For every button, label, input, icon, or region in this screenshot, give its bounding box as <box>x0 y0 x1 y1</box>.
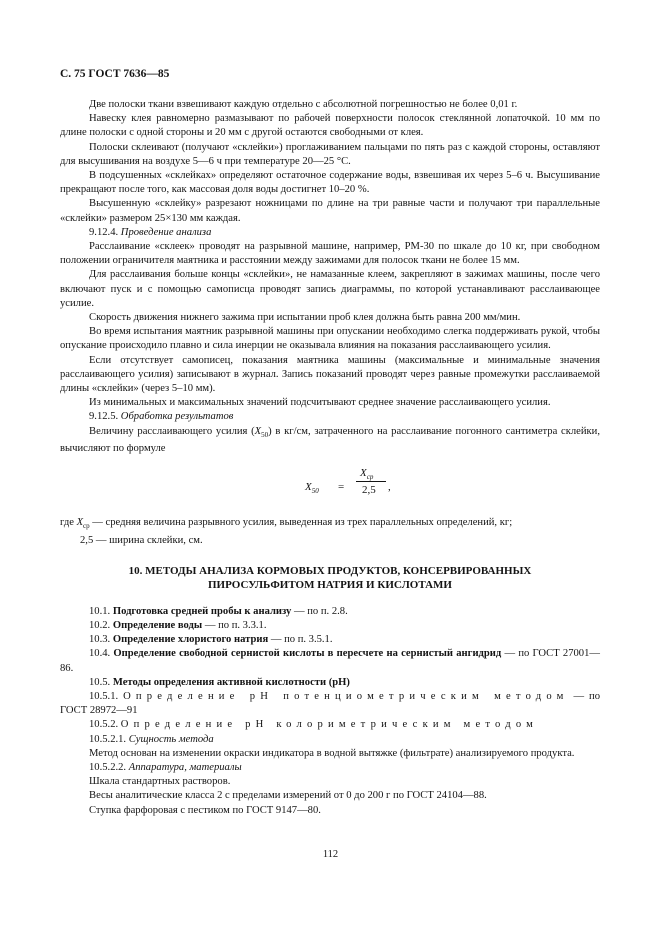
calc-text-post: ) в кг/см, затраченного на расслаивание погонного сантиметра склейки, вычисляют по формуле <box>60 425 600 454</box>
formula-numerator-symbol: X <box>360 467 367 480</box>
subsection-9-12-5 <box>60 410 600 424</box>
item-number: 10.5.2. <box>89 719 121 731</box>
subsection-number: 9.12.4. <box>89 226 119 238</box>
item-10-5-1 <box>60 690 600 718</box>
document-body <box>60 98 600 818</box>
paragraph-clamps: Для расслаивания больше концы «склейки», не намазанные клеем, закрепляют в зажимах машины, после чего включают пуск и с помощью самописца проводят запись диаграммы, по которой устанавливают расслаивающее усилие. <box>60 269 600 309</box>
item-number: 10.5.2.1. <box>89 733 129 745</box>
item-10-5-2-2 <box>60 761 600 775</box>
paragraph-drying: В подсушенных «склейках» определяют остаточное содержание воды, взвешивая их через 5–6 ч. Высушивание прекращают после того, как массовая доля воды достигнет 10–20 %. <box>60 170 600 196</box>
calc-text-pre: Величину расслаивающего усилия ( <box>89 425 255 437</box>
item-title: Определение pH потенциометрическим методом <box>123 690 569 702</box>
calc-symbol-subscript: 50 <box>261 430 269 439</box>
formula <box>60 464 600 510</box>
item-title: Методы определения активной кислотности (pH) <box>112 676 350 688</box>
item-reference: — по ГОСТ 28972—91 <box>60 690 600 717</box>
page-number: 112 <box>322 849 339 860</box>
where-pre: где <box>60 517 77 529</box>
paragraph-strips: Полоски склеивают (получают «склейки») проглаживанием пальцами по пять раз с каждой стороны, оставляют для высушивания на воздухе 5—6 ч при температуре 20—25 °С. <box>60 141 600 167</box>
paragraph-mean: Из минимальных и максимальных значений подсчитывают среднее значение расслаивающего усилия. <box>89 397 551 409</box>
item-number: 10.4. <box>89 648 114 660</box>
item-title: Определение воды <box>112 619 203 631</box>
item-reference: — по ГОСТ 27001—86. <box>60 648 600 674</box>
section-10-heading-line1: 10. МЕТОДЫ АНАЛИЗА КОРМОВЫХ ПРОДУКТОВ, КОНСЕРВИРОВАННЫХ <box>128 564 532 577</box>
item-10-5-2-1 <box>60 733 600 747</box>
formula-comma: , <box>388 481 391 494</box>
item-number: 10.5. <box>89 676 113 688</box>
formula-equals: = <box>338 481 345 494</box>
item-analytical-scales: Весы аналитические класса 2 с пределами измерений от 0 до 200 г по ГОСТ 24104—88. <box>89 790 487 802</box>
item-mortar: Ступка фарфоровая с пестиком по ГОСТ 9147—80. <box>89 804 321 816</box>
item-10-3 <box>60 633 600 647</box>
item-reference: — по п. 2.8. <box>291 605 348 617</box>
item-10-4 <box>60 647 600 675</box>
formula-lhs-subscript: 50 <box>311 487 319 496</box>
item-number: 10.5.1. <box>89 690 124 702</box>
paragraph-where <box>60 516 600 533</box>
item-number: 10.5.2.2. <box>89 761 129 773</box>
paragraph-recorder: Если отсутствует самописец, показания маятника машины (максимальные и минимальные значения расслаивающего усилия) записывают в журнал. Запись показаний проводят через равные промежутки расслаиваемой длины «склейки» (через 5–10 мм). <box>60 354 600 395</box>
item-title: Подготовка средней пробы к анализу <box>112 605 292 617</box>
where-text: — средняя величина разрывного усилия, выведенная из трех параллельных определений, кг; <box>89 517 513 529</box>
item-10-1 <box>60 605 600 619</box>
item-10-2 <box>60 619 600 633</box>
subsection-number: 9.12.5. <box>89 411 119 423</box>
subsection-title: Обработка результатов <box>120 411 234 423</box>
paragraph-glue: Навеску клея равномерно размазывают по рабочей поверхности полосок стеклянной лопаточкой. 10 мм по длине полоски с одной стороны и 20 мм с другой остаются свободными от клея. <box>60 113 600 139</box>
formula-lhs-symbol: X <box>305 481 312 494</box>
item-10-5 <box>60 676 600 690</box>
paragraph-weighing: Две полоски ткани взвешивают каждую отдельно с абсолютной погрешностью не более 0,01 г. <box>89 99 518 110</box>
item-number: 10.1. <box>89 605 113 617</box>
formula-denominator: 2,5 <box>362 484 376 497</box>
subsection-title: Проведение анализа <box>120 226 212 238</box>
item-number: 10.2. <box>89 619 113 631</box>
item-title: Определение pH колориметрическим методом <box>120 719 539 731</box>
item-title: Сущность метода <box>128 733 214 745</box>
item-number: 10.3. <box>89 634 113 646</box>
paragraph-calculation <box>60 425 600 457</box>
where-subscript: ср <box>83 522 90 531</box>
where-symbol: X <box>76 517 84 529</box>
item-reference: — по п. 3.3.1. <box>202 619 267 631</box>
fraction-bar <box>356 481 386 482</box>
running-header: С. 75 ГОСТ 7636—85 <box>60 68 170 80</box>
item-reference: — по п. 3.5.1. <box>268 634 333 646</box>
formula-numerator-subscript: ср <box>366 473 374 482</box>
calc-symbol: X <box>254 425 262 437</box>
paragraph-cutting: Высушенную «склейку» разрезают ножницами по длине на три равные части и получают три параллельные «склейки» размером 25×130 мм каждая. <box>60 198 600 224</box>
item-title: Определение хлористого натрия <box>112 634 269 646</box>
paragraph-speed: Скорость движения нижнего зажима при испытании проб клея должна быть равна 200 мм/мин. <box>89 312 521 324</box>
paragraph-where-width: 2,5 — ширина склейки, см. <box>80 534 203 546</box>
item-10-5-2 <box>60 718 600 732</box>
item-title: Аппаратура, материалы <box>128 761 242 773</box>
paragraph-pendulum: Во время испытания маятник разрывной машины при опускании необходимо слегка поддерживать рукой, чтобы опускание происходило плавно и сила инерции не оказывала влияния на показания расслаивающего усилия. <box>60 326 600 352</box>
paragraph-machine: Расслаивание «склеек» проводят на разрывной машине, например, РМ-30 по шкале до 10 кг, при свободном положении ограничителя маятника и расстоянии между зажимами для полосок ткани не более 15 мм. <box>60 241 600 267</box>
item-standard-scale: Шкала стандартных растворов. <box>89 776 231 788</box>
formula-lhs <box>305 480 319 498</box>
paragraph-essence: Метод основан на изменении окраски индикатора в водной вытяжке (фильтрате) анализируемого продукта. <box>89 747 575 759</box>
subsection-9-12-4 <box>60 226 600 240</box>
section-10-heading <box>60 564 600 593</box>
item-title: Определение свободной сернистой кислоты в пересчете на сернистый ангидрид <box>113 648 502 660</box>
section-10-heading-line2: ПИРОСУЛЬФИТОМ НАТРИЯ И КИСЛОТАМИ <box>207 579 452 592</box>
